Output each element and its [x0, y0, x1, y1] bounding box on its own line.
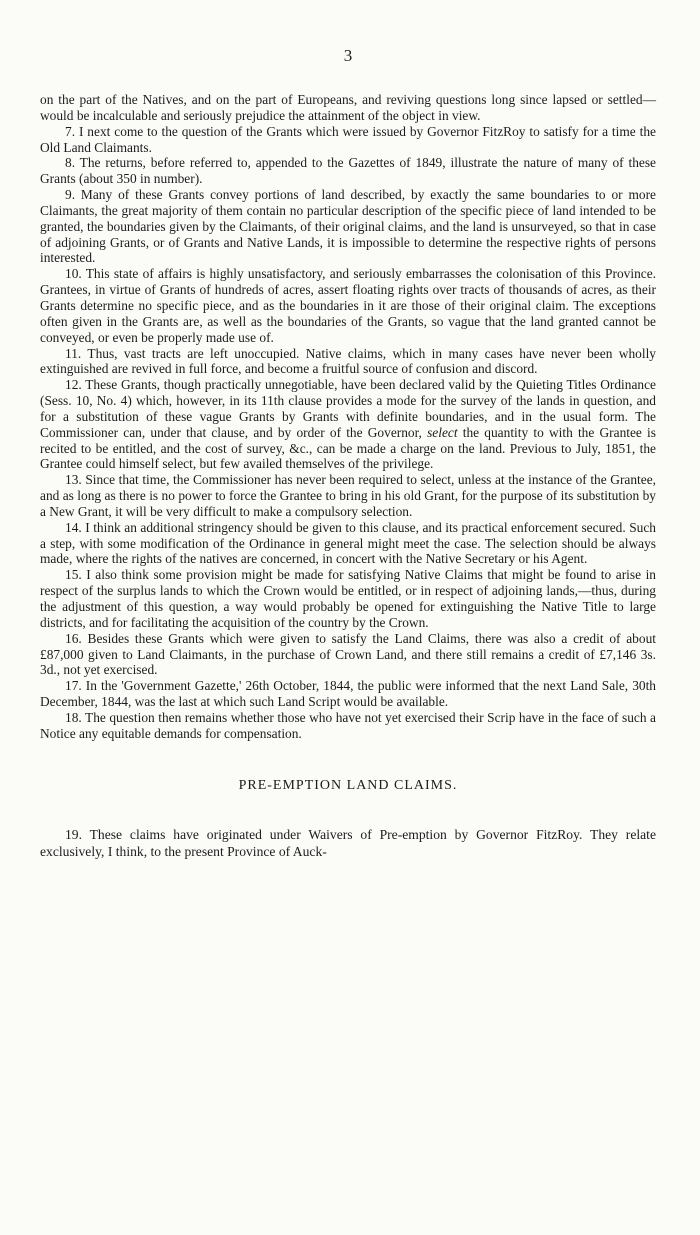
paragraph-13: 13. Since that time, the Commissioner has never been required to select, unless at the instance of the Grantee, and as long as there is no power to force the Grantee to bring in his old Grant, for the purpose of its substitution by a New Grant, it will be very difficult to make a compulsory selection.	[40, 472, 656, 519]
page-number: 3	[343, 46, 353, 65]
paragraph-12	[40, 377, 656, 472]
final-section	[40, 826, 656, 860]
paragraph-18: 18. The question then remains whether those who have not yet exercised their Scrip have in the face of such a Notice any equitable demands for compensation.	[40, 709, 656, 741]
paragraph-continuation: on the part of the Natives, and on the part of Europeans, and reviving questions long since lapsed or settled—would be incalculable and seriously prejudice the attainment of the object in view.	[40, 92, 656, 123]
paragraph-12-emphasis: select	[427, 424, 458, 440]
paragraph-19: 19. These claims have originated under Waivers of Pre-emption by Governor FitzRoy. They relate exclusively, I think, to the present Province of Auck-	[40, 826, 656, 859]
paragraph-7: 7. I next come to the question of the Grants which were issued by Governor FitzRoy to satisfy for a time the Old Land Claimants.	[40, 123, 656, 155]
paragraph-10: 10. This state of affairs is highly unsatisfactory, and seriously embarrasses the colonisation of this Province. Grantees, in virtue of Grants of hundreds of acres, assert floating rights over tracts of thousands of acres, as their Grants determine no specific piece, and as the boundaries in it are those of their original claim. The exceptions often given in the Grants are, as well as the boundaries of the Grants, so vague that the land granted cannot be conveyed, or even be properly made use of.	[40, 266, 656, 345]
paragraph-8: 8. The returns, before referred to, appended to the Gazettes of 1849, illustrate the nature of many of these Grants (about 350 in number).	[40, 155, 656, 187]
paragraph-9: 9. Many of these Grants convey portions of land described, by exactly the same boundaries to or more Claimants, the great majority of them contain no particular description of the specific piece of land intended to be granted, the boundaries given by the Claimants, of their original claims, and the land is unsurveyed, so that in case of adjoining Grants, or of Grants and Native Lands, it is impossible to determine the respective rights of persons interested.	[40, 187, 656, 266]
paragraph-12-part-1: 12. These Grants, though practically unnegotiable, have been declared valid by the Quieting Titles Ordinance (Sess. 10, No. 4) which, however, in its 11th clause provides a mode for the survey of the lands in question, and for a substitution of these vague Grants by Grants with definite boundaries, and in the usual form. The Commissioner can, under that clause, and by order of the Governor,	[40, 377, 656, 440]
document-page	[40, 46, 656, 860]
paragraph-11: 11. Thus, vast tracts are left unoccupied. Native claims, which in many cases have never been wholly extinguished are revived in full force, and become a fruitful source of confusion and discord.	[40, 345, 656, 377]
paragraph-12-part-2: the quantity to with the Grantee is recited to be entitled, and the cost of survey, &c., can be made a charge on the land. Previous to July, 1851, the Grantee could himself select, but few availed themselves of the privilege.	[40, 424, 656, 472]
section-title: PRE-EMPTION LAND CLAIMS.	[238, 777, 458, 793]
paragraph-16: 16. Besides these Grants which were given to satisfy the Land Claims, there was also a credit of about £87,000 given to Land Claimants, in the purchase of Crown Land, and there still remains a credit of £7,146 3s. 3d., not yet exercised.	[40, 630, 656, 678]
body-text	[40, 92, 656, 742]
paragraph-15: 15. I also think some provision might be made for satisfying Native Claims that might be found to arise in respect of the surplus lands to which the Crown would be entitled, or in respect of adjoining lands,—thus, during the adjustment of this question, a way would probably be opened for extinguishing the Native Title to large districts, and for facilitating the acquisition of the country by the Crown.	[40, 567, 656, 630]
paragraph-14: 14. I think an additional stringency should be given to this clause, and its practical enforcement secured. Such a step, with some modification of the Ordinance in general might meet the case. The selection should be always made, where the rights of the natives are concerned, in concert with the Native Secretary or his Agent.	[40, 519, 656, 567]
paragraph-17: 17. In the 'Government Gazette,' 26th October, 1844, the public were informed that the next Land Sale, 30th December, 1844, was the last at which such Land Script would be available.	[40, 678, 656, 710]
